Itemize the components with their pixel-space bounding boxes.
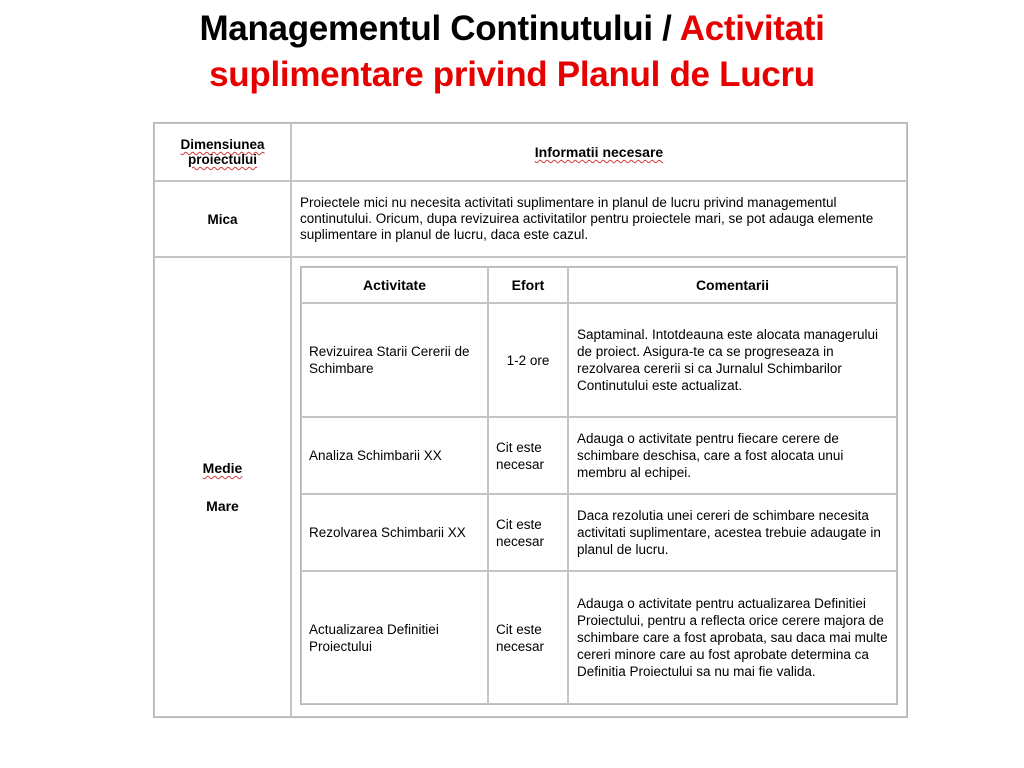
activity-name: Actualizarea Definitiei Proiectului [301,571,488,704]
row-medie-mare [154,257,907,717]
size-medie-mare [154,257,291,717]
activity-effort: 1-2 ore [488,303,568,417]
activity-comment: Adauga o activitate pentru fiecare cerere de schimbare deschisa, care a fost alocata unui membru al echipei. [568,417,897,494]
activity-name: Revizuirea Starii Cererii de Schimbare [301,303,488,417]
activities-table [300,266,898,705]
activity-effort: Cit este necesar [488,494,568,571]
content-table [153,122,908,718]
activity-name: Rezolvarea Schimbarii XX [301,494,488,571]
header-project-size: Dimensiunea proiectului [154,123,291,181]
activity-effort: Cit este necesar [488,571,568,704]
activity-comment: Saptaminal. Intotdeauna este alocata managerului de proiect. Asigura-te ca se progreseaza in rezolvarea cererii si ca Jurnalul Schimbarilor Continutului este actualizat. [568,303,897,417]
activities-header-row [301,267,897,303]
activity-name: Analiza Schimbarii XX [301,417,488,494]
col-efort: Efort [488,267,568,303]
main-table [154,123,907,717]
size-mica: Mica [154,181,291,257]
table-row [301,494,897,571]
title-red-part-2: suplimentare privind Planul de Lucru [209,55,815,94]
header-row [154,123,907,181]
title-red-part-1: Activitati [679,9,825,48]
activity-comment: Adauga o activitate pentru actualizarea Definitiei Proiectului, pentru a reflecta orice cerere majora de schimbare care a fost aprobata, sau daca mai multe cereri minore care au fost aprobate determina ca Definitia Proiectului sa nu mai fie valida. [568,571,897,704]
slide-title [0,6,1024,98]
table-row [301,571,897,704]
col-comentarii: Comentarii [568,267,897,303]
mica-description: Proiectele mici nu necesita activitati suplimentare in planul de lucru privind managementul continutului. Oricum, dupa revizuirea activitatilor pentru proiectele mari, se pot adauga elemente suplimentare in planul de lucru, daca este cazul. [291,181,907,257]
title-black-part: Managementul Continutului / [199,9,680,48]
activity-comment: Daca rezolutia unei cereri de schimbare necesita activitati suplimentare, acestea trebuie adaugate in planul de lucru. [568,494,897,571]
table-row [301,417,897,494]
header-required-info: Informatii necesare [291,123,907,181]
table-row [301,303,897,417]
activities-cell [291,257,907,717]
col-activitate: Activitate [301,267,488,303]
size-mare: Mare [206,498,239,514]
activity-effort: Cit este necesar [488,417,568,494]
row-mica [154,181,907,257]
size-medie: Medie [202,460,243,476]
